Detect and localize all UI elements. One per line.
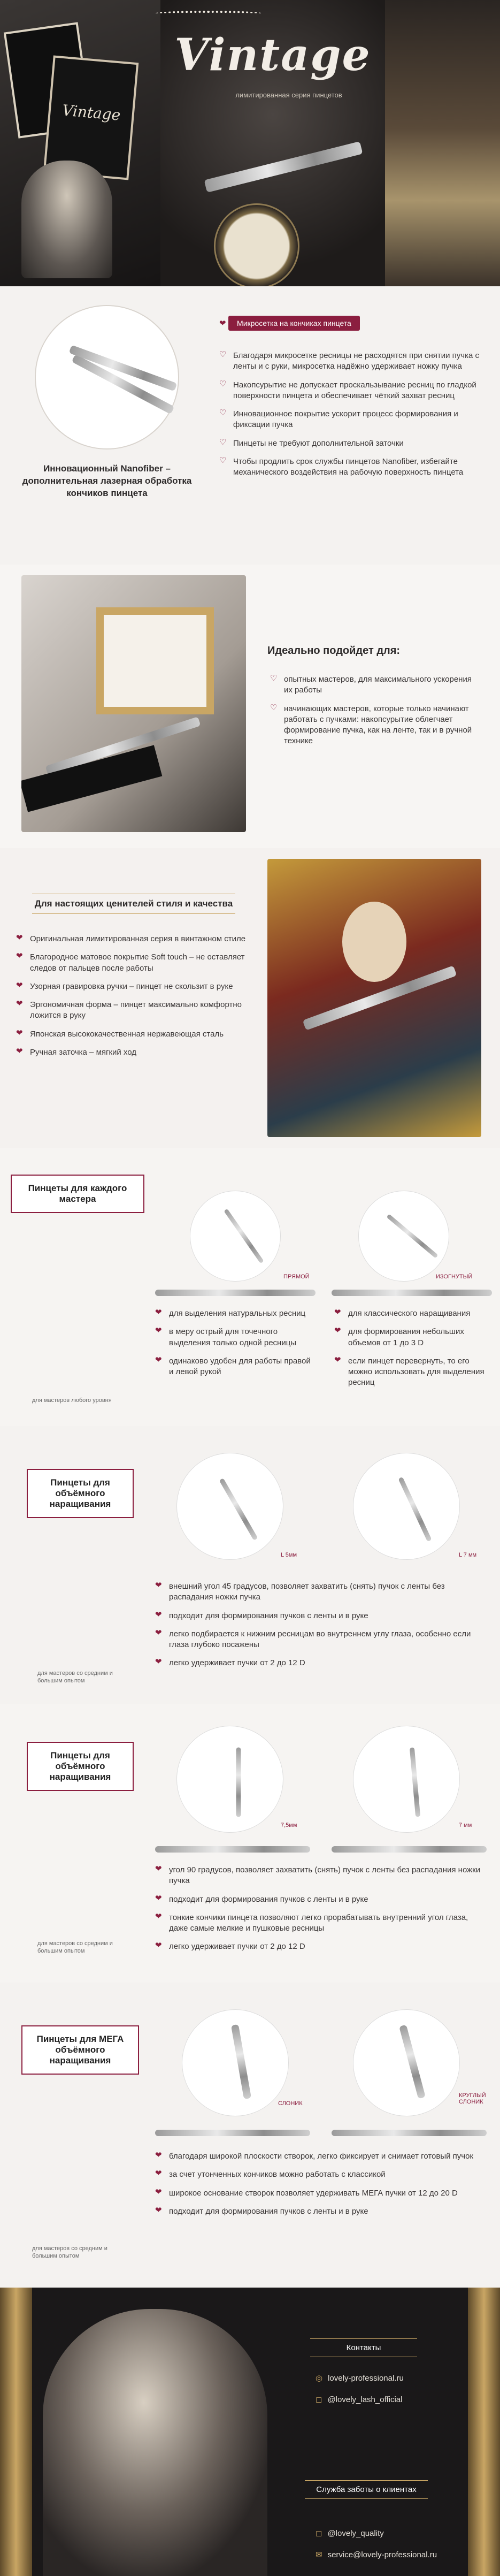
label-v4: 7 мм [459,1822,472,1828]
col-right [334,1308,492,1396]
list-item: ❤ легко удерживает пучки от 2 до 12 D [155,1941,305,1952]
ideal-bullets [270,674,479,754]
mesh-caption: Инновационный Nanofiber – дополнительная лазерная обработка кончиков пинцета [22,463,192,498]
heart-icon: ♡ [270,703,278,712]
mesh-circle [35,305,179,449]
heart-icon: ❤ [16,933,23,942]
list-item: ♡ Благодаря микросетке ресницы не расходятся при снятии пучка с ленты и с руки, микросетка надёжно удерживает ножку пучка [219,350,480,371]
label-v2: L 7 мм [459,1552,477,1558]
hero-pearls [155,11,262,16]
heart-icon: ❤ [16,1046,23,1056]
mega-bullets [155,2151,487,2224]
volume45-note: для мастеров со средним и большим опытом [37,1670,113,1685]
poster-brand: Vintage [61,101,121,124]
list-item: ❤ легко подбирается к нижним ресницам во внутреннем углу глаза, особенно если глаза глубоко посажены [155,1628,471,1649]
heart-icon: ❤ [155,1581,162,1590]
col-left [155,1308,316,1385]
heart-icon: ❤ [334,1355,341,1365]
heart-icon: ❤ [334,1308,341,1317]
heart-icon: ❤ [16,999,23,1008]
footer-column-right [468,2288,500,2576]
heart-icon: ❤ [155,1911,162,1921]
tweezer-v2-tip [398,1477,432,1542]
instagram-icon: ◻ [316,2395,322,2404]
label-v1: L 5мм [281,1552,297,1558]
mesh-pill [219,316,360,331]
globe-icon: ◎ [316,2374,323,2383]
style-bullets [16,934,246,1065]
mega-title: Пинцеты для МЕГА объёмного наращивания [21,2025,139,2075]
list-item: ❤ для формирования небольших объемов от 1 до 3 D [334,1326,464,1347]
volume45-section [0,1426,500,1704]
hero-clock [214,203,299,286]
care-title: Служба заботы о клиентах [305,2480,428,2499]
heart-icon: ❤ [155,2151,162,2160]
list-item: ❤ внешний угол 45 градусов, позволяет захватить (снять) пучок с ленты без распадания ножки пучка [155,1581,445,1602]
circle-v5 [182,2009,289,2116]
heart-icon: ♡ [219,379,227,388]
style-title: Для настоящих ценителей стиля и качества [32,894,235,914]
heart-icon: ❤ [219,319,226,328]
circle-curved [358,1191,449,1282]
tweezer-v3-full [155,1846,310,1853]
mesh-pill-label: Микросетка на кончиках пинцета [228,316,360,331]
label-v6: КРУГЛЫЙ СЛОНИК [459,2092,486,2105]
hero-section [0,0,500,286]
tweezer-v6-full [332,2130,487,2136]
list-item: ❤ одинаково удобен для работы правой и левой рукой [155,1355,311,1376]
every-master-title: Пинцеты для каждого мастера [11,1175,144,1213]
heart-icon: ♡ [219,408,227,417]
volume45-title: Пинцеты для объёмного наращивания [27,1469,134,1518]
tweezer-v5-full [155,2130,310,2136]
mega-section [0,1983,500,2288]
label-straight: ПРЯМОЙ [283,1274,310,1280]
circle-v4 [353,1726,460,1833]
hero-subtitle: лимитированная серия пинцетов [235,91,342,99]
tweezer-straight-tip [224,1209,264,1264]
list-item: ❤ за счет утонченных кончиков можно работать с классикой [155,2169,386,2179]
hero-woman-right [385,0,500,286]
volume90-section [0,1704,500,1983]
heart-icon: ❤ [155,2187,162,2197]
tweezer-v1-tip [219,1478,258,1541]
instagram-icon: ◻ [316,2529,322,2538]
contact-insta-row[interactable]: ◻ @lovely_lash_official [316,2395,403,2404]
label-v5: СЛОНИК [278,2100,303,2107]
mesh-section [0,286,500,565]
list-item: ❤ подходит для формирования пучков с ленты и в руке [155,2205,368,2216]
list-item: ❤ угол 90 градусов, позволяет захватить (снять) пучок с ленты без распадания ножки пучка [155,1864,481,1886]
contact-site-row[interactable]: ◎ lovely-professional.ru [316,2373,404,2383]
heart-icon: ❤ [334,1326,341,1336]
heart-icon: ❤ [155,2169,162,2178]
list-item: ❤ Благородное матовое покрытие Soft touch – не оставляет следов от пальцев после работы [16,951,245,973]
list-item: ♡ Инновационное покрытие ускорит процесс формирования и фиксации пучка [219,408,458,430]
hero-woman-left [21,161,112,278]
heart-icon: ❤ [155,1864,162,1873]
heart-icon: ❤ [155,1893,162,1903]
style-art [267,859,481,1137]
heart-icon: ♡ [219,350,227,359]
circle-v1 [176,1453,283,1560]
list-item: ❤ широкое основание створок позволяет удерживать МЕГА пучки от 12 до 20 D [155,2187,458,2198]
care-insta-row[interactable]: ◻ @lovely_quality [316,2528,384,2538]
ideal-title: Идеально подойдет для: [267,645,401,657]
tweezer-curved-full [332,1290,492,1296]
circle-v3 [176,1726,283,1833]
heart-icon: ♡ [219,437,227,447]
circle-straight [190,1191,281,1282]
heart-icon: ❤ [16,1028,23,1038]
label-v3: 7,5мм [281,1822,297,1828]
heart-icon: ❤ [16,980,23,990]
list-item: ❤ подходит для формирования пучков с ленты и в руке [155,1893,368,1904]
list-item: ❤ если пинцет перевернуть, то его можно использовать для выделения ресниц [334,1355,484,1388]
list-item: ❤ для классического наращивания [334,1308,471,1318]
list-item: ❤ подходит для формирования пучков с ленты и в руке [155,1610,368,1620]
circle-v2 [353,1453,460,1560]
list-item: ♡ Пинцеты не требуют дополнительной заточки [219,437,404,448]
heart-icon: ❤ [155,1308,162,1317]
heart-icon: ❤ [16,951,23,961]
volume90-note: для мастеров со средним и большим опытом [37,1940,113,1955]
list-item: ❤ Ручная заточка – мягкий ход [16,1046,137,1057]
mega-note: для мастеров со средним и большим опытом [32,2245,107,2260]
heart-icon: ❤ [155,1657,162,1667]
list-item: ♡ начинающих мастеров, которые только начинают работать с пучками: накопсурытие облегчает формирование пучка, как на ленте, так и в ручной технике [270,703,472,746]
mail-icon: ✉ [316,2550,322,2559]
heart-icon: ❤ [155,1355,162,1365]
list-item: ❤ благодаря широкой плоскости створок, легко фиксирует и снимает готовый пучок [155,2151,474,2161]
heart-icon: ❤ [155,1610,162,1619]
tweezer-v4-full [332,1846,487,1853]
heart-icon: ♡ [270,674,278,683]
list-item: ❤ Японская высококачественная нержавеющая сталь [16,1028,224,1039]
list-item: ❤ тонкие кончики пинцета позволяют легко прорабатывать внутренний угол глаза, даже самые мелкие и пушковые ресницы [155,1911,468,1933]
every-master-section [0,1148,500,1426]
footer-column-left [0,2288,32,2576]
heart-icon: ♡ [219,455,227,465]
heart-icon: ❤ [155,2205,162,2215]
list-item: ❤ Эргономичная форма – пинцет максимально комфортно ложится в руку [16,999,242,1020]
tweezer-v6-tip [399,2025,426,2099]
list-item: ❤ легко удерживает пучки от 2 до 12 D [155,1657,305,1668]
tweezer-curved-tip [386,1214,438,1258]
style-section [0,848,500,1148]
hero-brand-title: Vintage [174,29,371,81]
circle-v6 [353,2009,460,2116]
list-item: ♡ опытных мастеров, для максимального ускорения их работы [270,674,472,695]
heart-icon: ❤ [155,1941,162,1950]
volume45-bullets [155,1581,487,1676]
heart-icon: ❤ [155,1326,162,1336]
tweezer-straight-full [155,1290,316,1296]
footer-woman [43,2309,267,2576]
list-item: ❤ Оригинальная лимитированная серия в винтажном стиле [16,933,246,943]
list-item: ❤ в меру острый для точечного выделения только одной ресницы [155,1326,297,1347]
care-email-row[interactable]: ✉ service@lovely-professional.ru [316,2550,437,2559]
volume90-bullets [155,1865,487,1960]
contacts-title: Контакты [310,2338,417,2357]
art-face [342,902,406,982]
heart-icon: ❤ [155,1628,162,1637]
tweezer-v5-tip [231,2024,251,2099]
label-curved: ИЗОГНУТЫЙ [436,1274,473,1280]
tweezer-v3-tip [236,1748,241,1817]
list-item: ♡ Накопсурытие не допускает проскальзывание ресниц по гладкой поверхности пинцета и обеспечивает чёткий захват ресниц [219,379,476,400]
list-item: ♡ Чтобы продлить срок службы пинцетов Nanofiber, избегайте механического воздействия на рабочую поверхность пинцета [219,455,464,477]
level-note: для мастеров любого уровня [32,1397,112,1404]
tweezer-v4-tip [410,1747,420,1817]
ideal-section [0,565,500,848]
list-item: ❤ Узорная гравировка ручки – пинцет не скользит в руке [16,980,233,991]
ideal-photo [21,575,246,832]
volume90-title: Пинцеты для объёмного наращивания [27,1742,134,1791]
gold-frame [96,607,214,714]
footer-section [0,2288,500,2576]
list-item: ❤ для выделения натуральных ресниц [155,1308,306,1318]
mesh-bullets [219,350,481,485]
